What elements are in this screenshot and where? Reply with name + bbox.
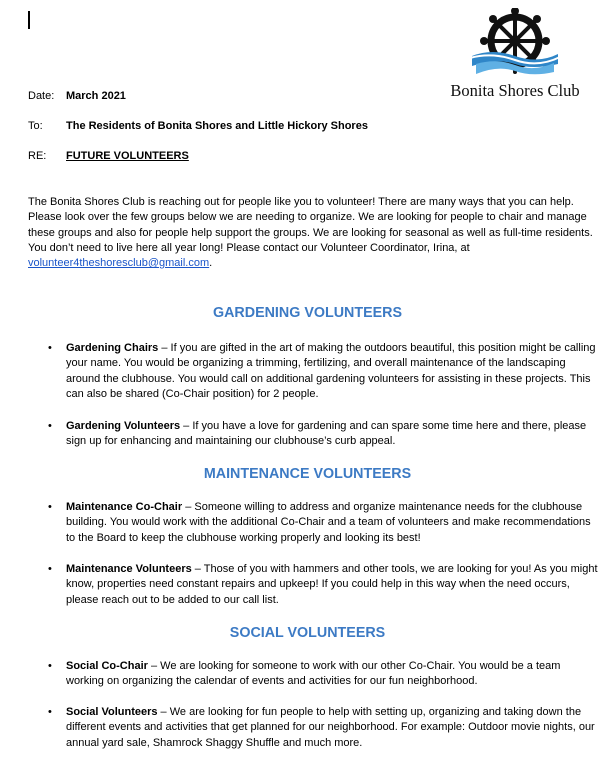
item-label: Social Co-Chair <box>66 660 148 672</box>
bullet: • <box>48 420 52 432</box>
list-item <box>48 419 601 450</box>
bullet: • <box>48 342 52 354</box>
list-item <box>48 341 601 402</box>
text-cursor <box>28 11 30 29</box>
list-item <box>48 562 601 608</box>
item-text: – We are looking for someone to work with our other Co-Chair. You would be a team working on organizing the calendar of events and activities for our fun neighborhood. <box>66 660 561 688</box>
section-title-social: SOCIAL VOLUNTEERS <box>229 625 386 641</box>
re-label: RE: <box>28 150 47 162</box>
item-label: Maintenance Co-Chair <box>66 501 183 513</box>
to-value: The Residents of Bonita Shores and Little Hickory Shores <box>66 120 368 132</box>
to-label: To: <box>28 120 43 132</box>
item-text: – If you are gifted in the art of making the outdoors beautiful, this position might be calling your name. You would be organizing a trimming, fertilizing, and overall maintenance of the landscaping around the clubhouse. You would call on additional gardening volunteers for assisting in these projects. This can also be shared (Co-Chair position) for 2 people. <box>66 342 596 400</box>
item-label: Social Volunteers <box>66 706 158 718</box>
intro-end: . <box>209 257 213 270</box>
list-item <box>48 659 601 690</box>
logo-text: Bonita Shores Club <box>450 81 580 100</box>
list-item <box>48 500 601 546</box>
intro-text: The Bonita Shores Club is reaching out for people like you to volunteer! There are many ways that you can help. Please look over the few groups below we are needing to organize. We are looking for people to chair and manage these groups and also for people help support the groups. We are looking for seasonal as well as full-time residents. You don’t need to live here all year long! Please contact our Volunteer Coordinator, Irina, at <box>28 196 593 254</box>
item-text: – We are looking for fun people to help with setting up, organizing and taking down the different events and activities that get planned for our neighborhood. For example: Outdoor movie nights, our annual yard sale, Shamrock Shaggy Shuffle and much more. <box>66 706 595 749</box>
bullet: • <box>48 660 52 672</box>
club-logo <box>440 8 590 100</box>
item-label: Gardening Volunteers <box>66 420 181 432</box>
item-text: – Those of you with hammers and other tools, we are looking for you! As you might know, properties need constant repairs and upkeep! If you could help in this way when the need occurs, please reach out to be added to our call list. <box>66 563 598 606</box>
section-title-gardening: GARDENING VOLUNTEERS <box>212 305 403 321</box>
re-value: FUTURE VOLUNTEERS <box>66 150 189 162</box>
list-item <box>48 705 601 751</box>
ship-wheel-icon <box>462 8 568 80</box>
bullet: • <box>48 501 52 513</box>
bullet: • <box>48 563 52 575</box>
email-link[interactable]: volunteer4theshoresclub@gmail.com <box>28 257 210 270</box>
date-label: Date: <box>28 90 55 102</box>
item-label: Maintenance Volunteers <box>66 563 192 575</box>
intro-paragraph <box>28 195 598 271</box>
section-title-maintenance: MAINTENANCE VOLUNTEERS <box>203 466 412 482</box>
date-value: March 2021 <box>66 90 126 102</box>
item-text: – If you have a love for gardening and can spare some time here and there, please sign up for enhancing and maintaining our clubhouse’s curb appeal. <box>66 420 587 448</box>
item-text: – Someone willing to address and organize maintenance needs for the clubhouse building. You would work with the additional Co-Chair and a team of volunteers and make recommendations to the Board to keep the clubhouse working properly and looking its best! <box>66 501 591 544</box>
bullet: • <box>48 706 52 718</box>
item-label: Gardening Chairs <box>66 342 159 354</box>
